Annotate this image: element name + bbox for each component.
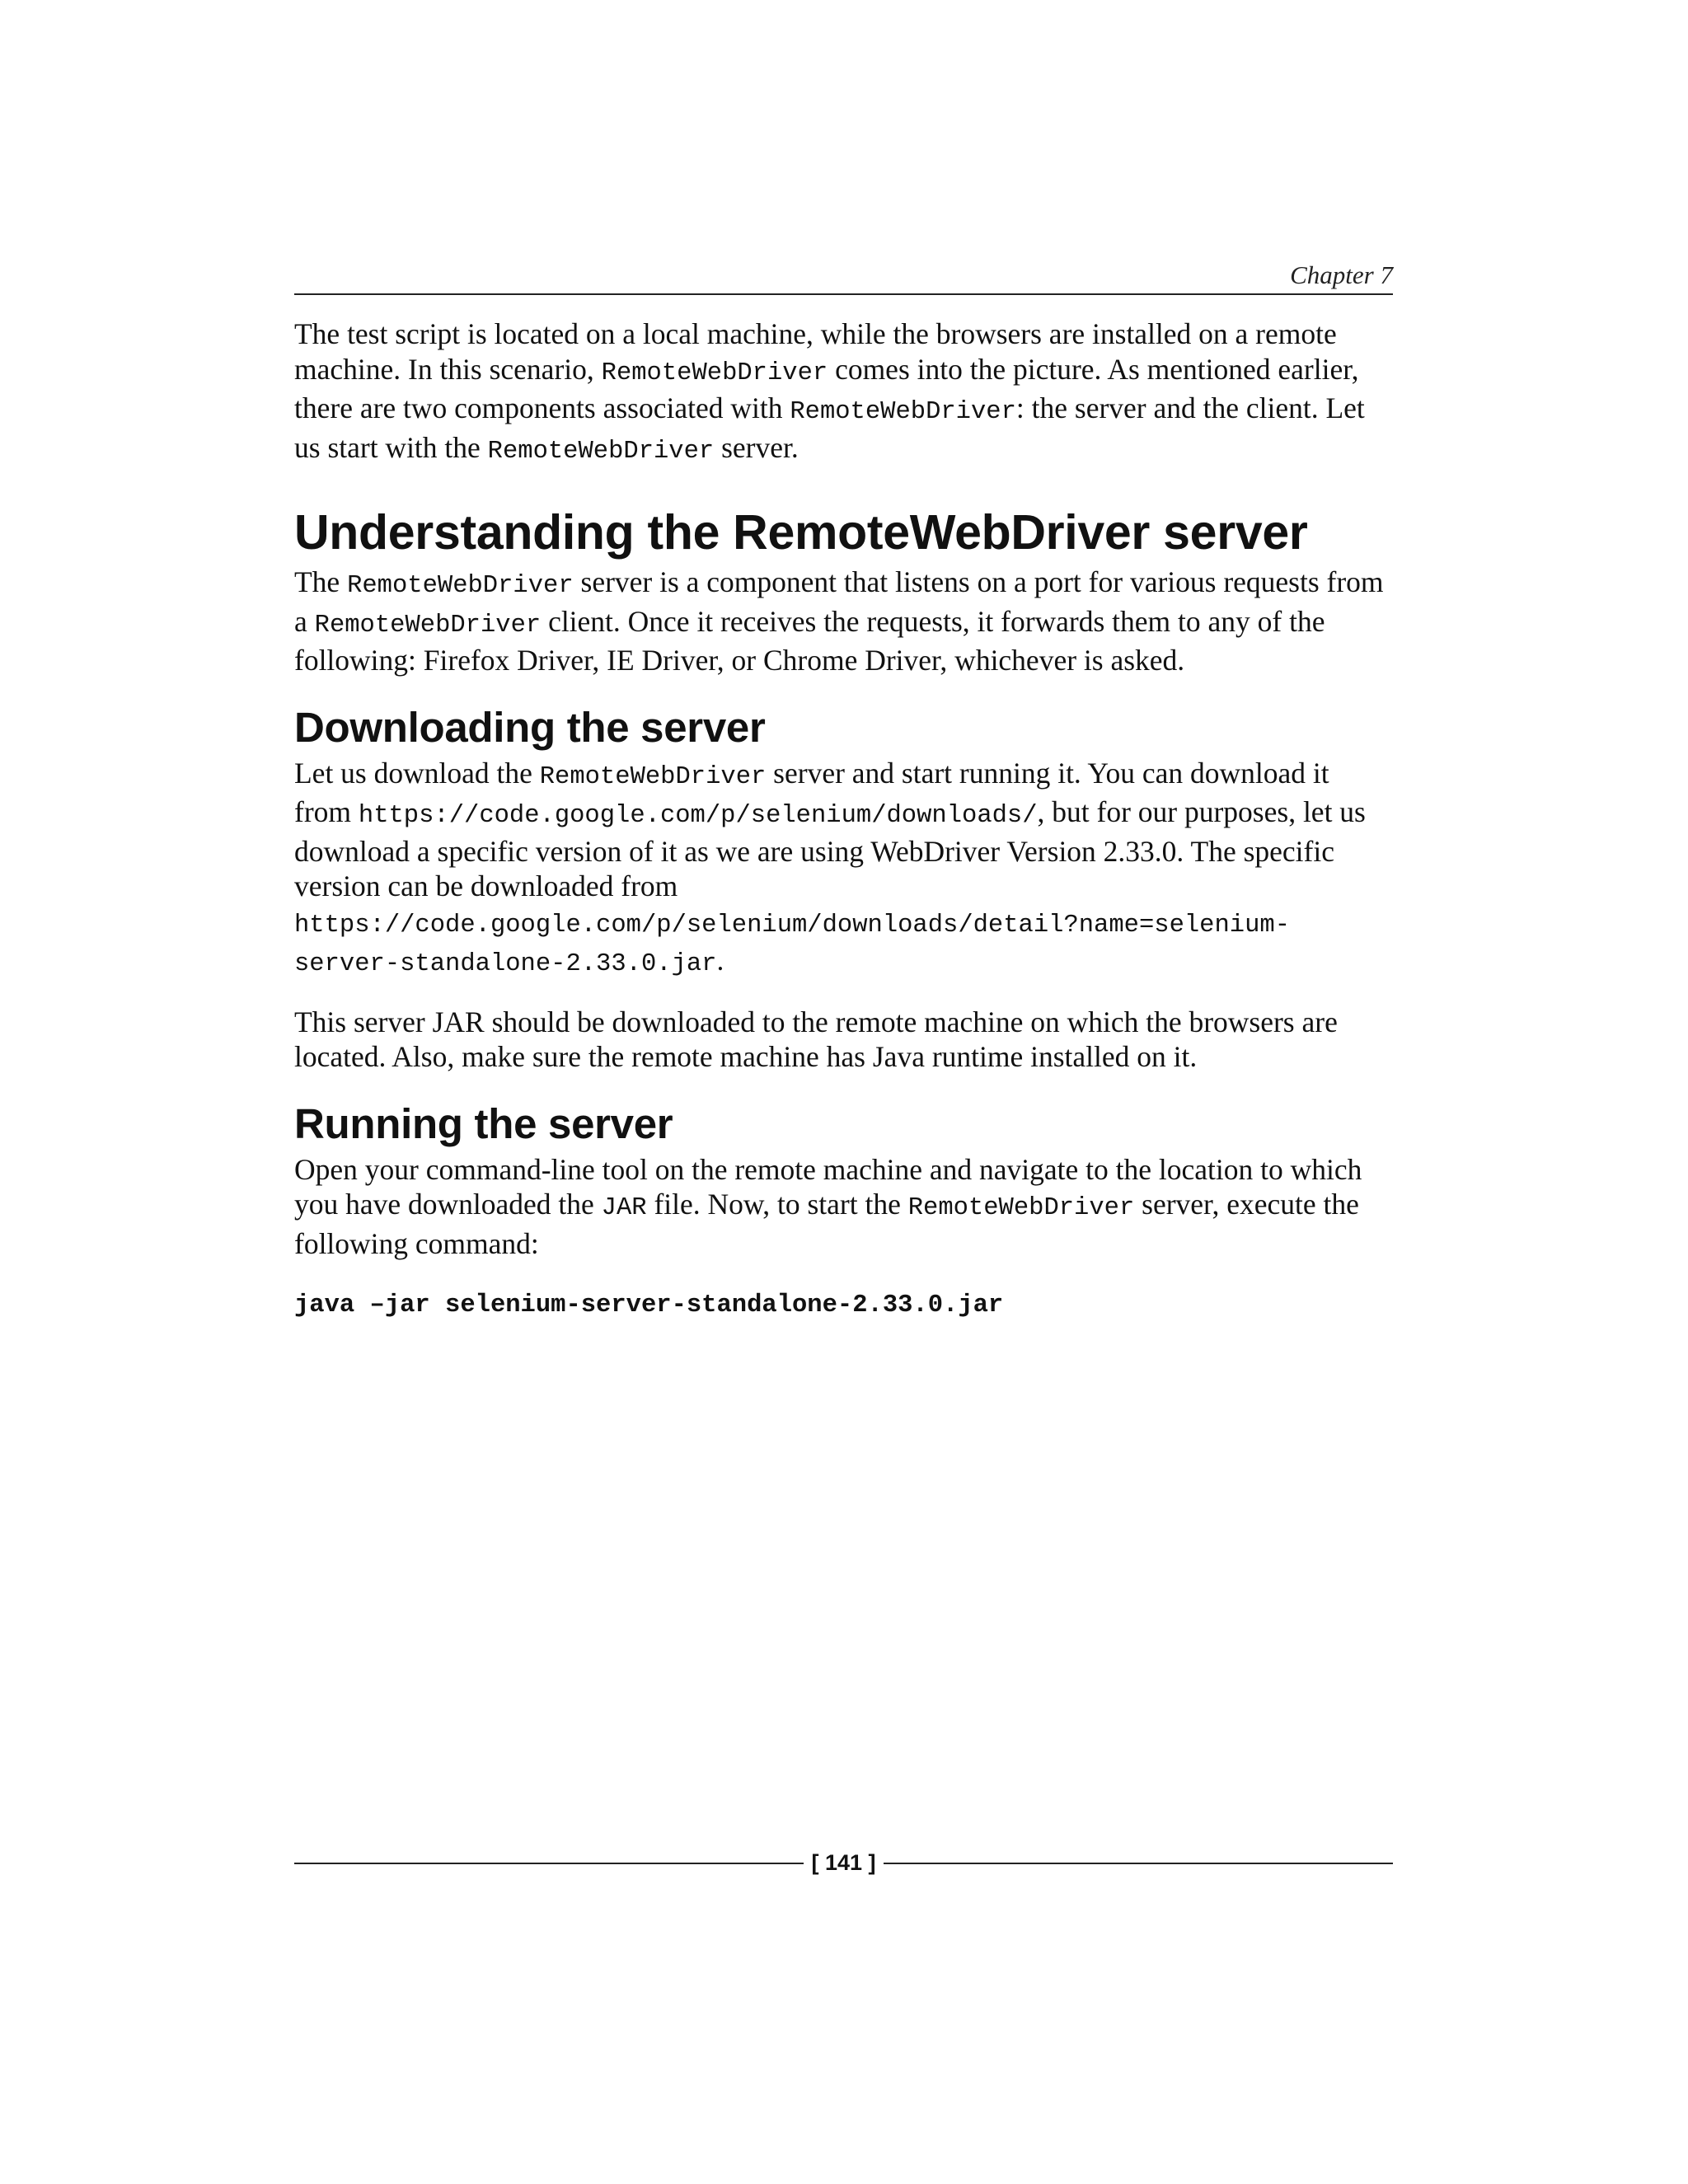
inline-code: RemoteWebDriver bbox=[790, 398, 1016, 426]
inline-code: RemoteWebDriver bbox=[487, 437, 715, 466]
inline-code: JAR bbox=[601, 1194, 647, 1222]
text-run: Let us download the bbox=[294, 756, 540, 790]
text-run: The test script is located on a local machine, while the browsers are installed on a remote machine. In this scenario, bbox=[294, 317, 1337, 386]
subsection-heading-running: Running the server bbox=[294, 1099, 673, 1147]
download-url-link: https://code.google.com/p/selenium/downloads/ bbox=[358, 802, 1038, 830]
text-run: comes into the picture. As mentioned earlier, there are two components associated with bbox=[294, 352, 1359, 424]
text-run: client. Once it receives the requests, it forwards them to any of the following: Firefox Driver, IE Driver, or Chrome Driver, whichever is asked. bbox=[294, 604, 1325, 677]
text-run: Open your command-line tool on the remote machine and navigate to the location to which you have downloaded the bbox=[294, 1152, 1362, 1221]
inline-code: RemoteWebDriver bbox=[907, 1194, 1135, 1222]
text-run: The bbox=[294, 565, 348, 598]
intro-paragraph bbox=[294, 316, 1393, 469]
text-run: . bbox=[716, 944, 724, 977]
inline-code: RemoteWebDriver bbox=[347, 572, 574, 600]
text-run: server, execute the following command: bbox=[294, 1188, 1359, 1260]
running-paragraph bbox=[294, 1152, 1393, 1262]
inline-code: RemoteWebDriver bbox=[601, 359, 828, 387]
text-run: server is a component that listens on a port for various requests from a bbox=[294, 565, 1384, 638]
text-run: file. Now, to start the bbox=[646, 1188, 908, 1221]
inline-code: RemoteWebDriver bbox=[314, 611, 542, 640]
page-footer bbox=[294, 1848, 1393, 1881]
footer-rule-right bbox=[884, 1863, 1393, 1864]
understanding-paragraph bbox=[294, 565, 1393, 678]
page-content bbox=[294, 316, 1393, 1322]
subsection-heading-downloading: Downloading the server bbox=[294, 703, 766, 751]
specific-version-url-link: https://code.google.com/p/selenium/downloads/detail?name=selenium-server-standalone-2.33.0.jar bbox=[294, 911, 1290, 978]
footer-rule-left bbox=[294, 1863, 804, 1864]
text-run: server. bbox=[714, 430, 799, 464]
jar-location-paragraph: This server JAR should be downloaded to the remote machine on which the browsers are located. Also, make sure the remote machine has Java runtime installed on it. bbox=[294, 1005, 1338, 1073]
page-number: [ 141 ] bbox=[811, 1850, 876, 1875]
header-rule bbox=[294, 293, 1393, 295]
text-run: , but for our purposes, let us download a specific version of it as we are using WebDriver Version 2.33.0. The specific version can be downloaded from bbox=[294, 795, 1366, 902]
section-heading-understanding: Understanding the RemoteWebDriver server bbox=[294, 505, 1308, 560]
downloading-paragraph bbox=[294, 756, 1393, 982]
book-page bbox=[294, 0, 1393, 2184]
running-head: Chapter 7 bbox=[1290, 260, 1393, 289]
text-run: server and start running it. You can download it from bbox=[294, 756, 1329, 828]
inline-code: RemoteWebDriver bbox=[539, 762, 767, 791]
text-run: : the server and the client. Let us start with the bbox=[294, 391, 1365, 464]
command-code-block: java –jar selenium-server-standalone-2.33.0.jar bbox=[294, 1291, 1004, 1319]
